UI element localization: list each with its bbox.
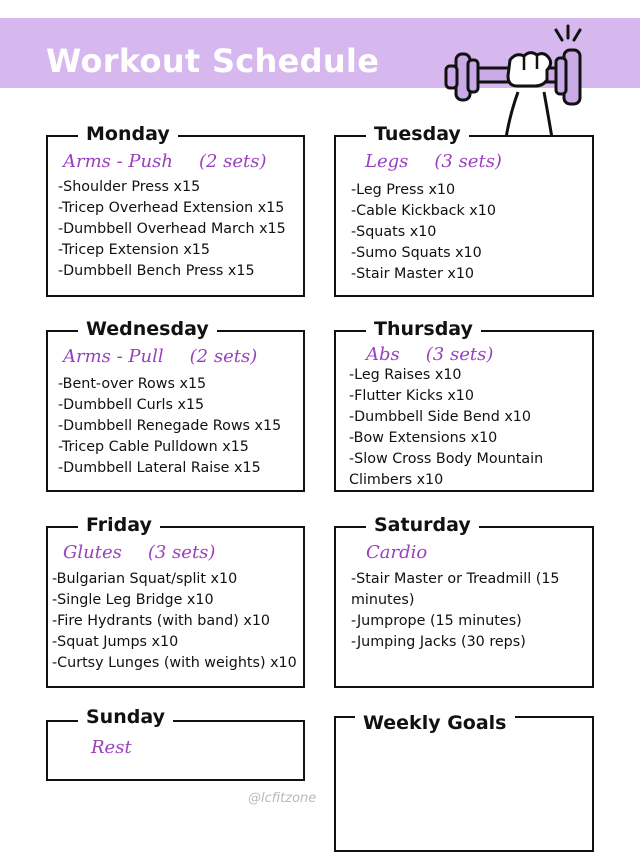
list-item: -Dumbbell Bench Press x15 bbox=[58, 263, 255, 279]
list-item: -Leg Press x10 bbox=[351, 182, 456, 198]
thursday-exercise-list bbox=[349, 365, 543, 491]
list-item: -Dumbbell Side Bend x10 bbox=[349, 409, 531, 425]
list-item: -Squats x10 bbox=[351, 224, 437, 240]
friday-exercise-list bbox=[52, 569, 297, 674]
thursday-focus: Abs bbox=[366, 344, 400, 365]
watermark: @lcfitzone bbox=[248, 791, 317, 806]
weekly-goals-title: Weekly Goals bbox=[355, 712, 515, 734]
friday-focus: Glutes bbox=[63, 542, 122, 563]
list-item: -Shoulder Press x15 bbox=[58, 179, 201, 195]
list-item: -Bow Extensions x10 bbox=[349, 430, 498, 446]
list-item: -Dumbbell Overhead March x15 bbox=[58, 221, 286, 237]
list-item: -Squat Jumps x10 bbox=[52, 634, 179, 650]
tuesday-subtitle bbox=[365, 151, 502, 172]
list-item: -Sumo Squats x10 bbox=[351, 245, 482, 261]
monday-subtitle bbox=[63, 151, 267, 172]
wednesday-exercise-list bbox=[58, 374, 281, 479]
saturday-exercise-list bbox=[351, 569, 560, 653]
tuesday-focus: Legs bbox=[365, 151, 409, 172]
sunday-title: Sunday bbox=[78, 706, 173, 728]
list-item: minutes) bbox=[351, 592, 415, 608]
wednesday-focus: Arms - Pull bbox=[63, 346, 164, 367]
list-item: -Leg Raises x10 bbox=[349, 367, 462, 383]
wednesday-title: Wednesday bbox=[78, 318, 217, 340]
tuesday-title: Tuesday bbox=[366, 123, 469, 145]
monday-title: Monday bbox=[78, 123, 178, 145]
friday-title: Friday bbox=[78, 514, 160, 536]
wednesday-subtitle bbox=[63, 346, 257, 367]
list-item: -Bulgarian Squat/split x10 bbox=[52, 571, 238, 587]
friday-sets: (3 sets) bbox=[147, 542, 216, 563]
thursday-title: Thursday bbox=[366, 318, 481, 340]
monday-sets: (2 sets) bbox=[198, 151, 267, 172]
list-item: -Single Leg Bridge x10 bbox=[52, 592, 214, 608]
list-item: -Dumbbell Lateral Raise x15 bbox=[58, 460, 261, 476]
saturday-title: Saturday bbox=[366, 514, 479, 536]
list-item: -Stair Master x10 bbox=[351, 266, 475, 282]
list-item: -Curtsy Lunges (with weights) x10 bbox=[52, 655, 297, 671]
list-item: -Dumbbell Renegade Rows x15 bbox=[58, 418, 282, 434]
wednesday-sets: (2 sets) bbox=[189, 346, 258, 367]
saturday-subtitle bbox=[366, 542, 427, 563]
friday-subtitle bbox=[63, 542, 215, 563]
list-item: -Bent-over Rows x15 bbox=[58, 376, 207, 392]
sunday-subtitle bbox=[91, 737, 132, 758]
list-item: -Tricep Cable Pulldown x15 bbox=[58, 439, 249, 455]
thursday-sets: (3 sets) bbox=[425, 344, 494, 365]
page-title: Workout Schedule bbox=[46, 42, 380, 80]
list-item: -Tricep Extension x15 bbox=[58, 242, 210, 258]
list-item: Climbers x10 bbox=[349, 472, 444, 488]
list-item: -Jumping Jacks (30 reps) bbox=[351, 634, 526, 650]
list-item: -Fire Hydrants (with band) x10 bbox=[52, 613, 271, 629]
monday-focus: Arms - Push bbox=[63, 151, 173, 172]
monday-exercise-list bbox=[58, 177, 286, 282]
tuesday-exercise-list bbox=[351, 180, 496, 285]
dumbbell-icon bbox=[438, 20, 598, 140]
list-item: -Cable Kickback x10 bbox=[351, 203, 496, 219]
sunday-card bbox=[46, 720, 305, 781]
list-item: -Tricep Overhead Extension x15 bbox=[58, 200, 285, 216]
tuesday-sets: (3 sets) bbox=[434, 151, 502, 172]
list-item: -Jumprope (15 minutes) bbox=[351, 613, 522, 629]
thursday-subtitle bbox=[366, 344, 493, 365]
list-item: -Slow Cross Body Mountain bbox=[349, 451, 544, 467]
weekly-goals-card bbox=[334, 716, 594, 852]
list-item: -Flutter Kicks x10 bbox=[349, 388, 474, 404]
sunday-focus: Rest bbox=[91, 737, 132, 758]
saturday-focus: Cardio bbox=[366, 542, 428, 563]
list-item: -Dumbbell Curls x15 bbox=[58, 397, 205, 413]
list-item: -Stair Master or Treadmill (15 bbox=[351, 571, 560, 587]
